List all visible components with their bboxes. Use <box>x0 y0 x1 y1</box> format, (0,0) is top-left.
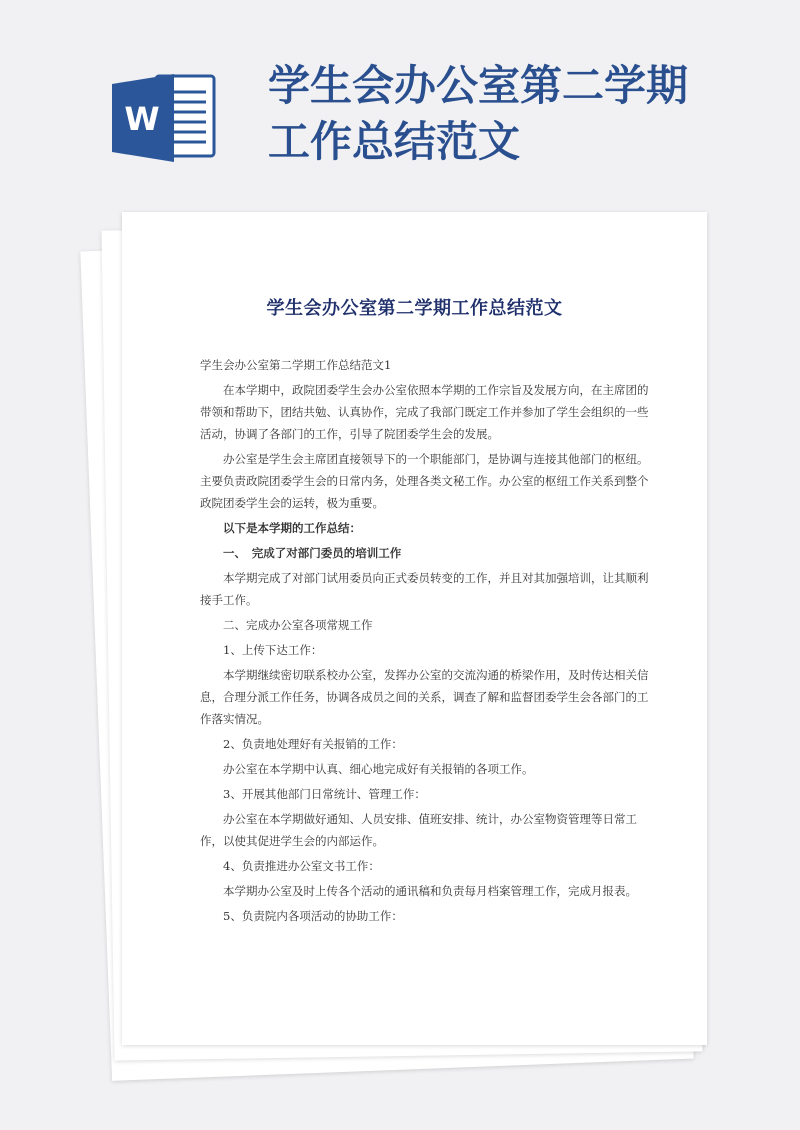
document-paragraph: 本学期继续密切联系校办公室，发挥办公室的交流沟通的桥梁作用，及时传达相关信息，合理分派工作任务，协调各成员之间的关系，调查了解和监督团委学生会各部门的工作落实情况。 <box>200 668 649 726</box>
document-paragraph: 4、负责推进办公室文书工作： <box>223 859 380 873</box>
document-paragraph: 学生会办公室第二学期工作总结范文1 <box>200 358 392 372</box>
document-page <box>122 212 707 1045</box>
hero-title-line1: 学生会办公室第二学期 <box>268 61 689 110</box>
document-paragraph: 在本学期中，政院团委学生会办公室依照本学期的工作宗旨及发展方向，在主席团的带领和帮助下，团结共勉、认真协作，完成了我部门既定工作并参加了学生会组织的一些活动，协调了各部门的工作，引导了院团委学生会的发展。 <box>200 383 649 441</box>
logo-letter: W <box>124 100 160 138</box>
document-paragraph: 二、完成办公室各项常规工作 <box>223 618 373 632</box>
hero-title-line2: 工作总结范文 <box>268 117 521 166</box>
document-title: 学生会办公室第二学期工作总结范文 <box>266 298 563 319</box>
document-paragraph: 办公室在本学期中认真、细心地完成好有关报销的各项工作。 <box>223 762 534 776</box>
word-icon <box>108 70 228 170</box>
document-paragraph: 5、负责院内各项活动的协助工作： <box>223 909 403 923</box>
document-paragraph: 本学期完成了对部门试用委员向正式委员转变的工作，并且对其加强培训，让其顺利接手工作。 <box>200 571 649 607</box>
document-body <box>200 354 652 930</box>
word-logo <box>108 70 228 170</box>
document-paragraph: 2、负责地处理好有关报销的工作： <box>223 737 403 751</box>
document-paragraph: 3、开展其他部门日常统计、管理工作： <box>223 787 426 801</box>
document-paragraph: 一、 完成了对部门委员的培训工作 <box>223 546 402 560</box>
hero-title <box>268 58 768 170</box>
document-paragraph: 办公室在本学期做好通知、人员安排、值班安排、统计，办公室物资管理等日常工作，以使其促进学生会的内部运作。 <box>200 812 637 848</box>
document-paragraph: 本学期办公室及时上传各个活动的通讯稿和负责每月档案管理工作，完成月报表。 <box>223 884 637 898</box>
document-paragraph: 以下是本学期的工作总结： <box>223 521 361 535</box>
document-paragraph: 1、上传下达工作： <box>223 643 323 657</box>
document-paragraph: 办公室是学生会主席团直接领导下的一个职能部门，是协调与连接其他部门的枢纽。主要负责政院团委学生会的日常内务，处理各类文秘工作。办公室的枢纽工作关系到整个政院团委学生会的运转，极为重要。 <box>200 452 649 510</box>
